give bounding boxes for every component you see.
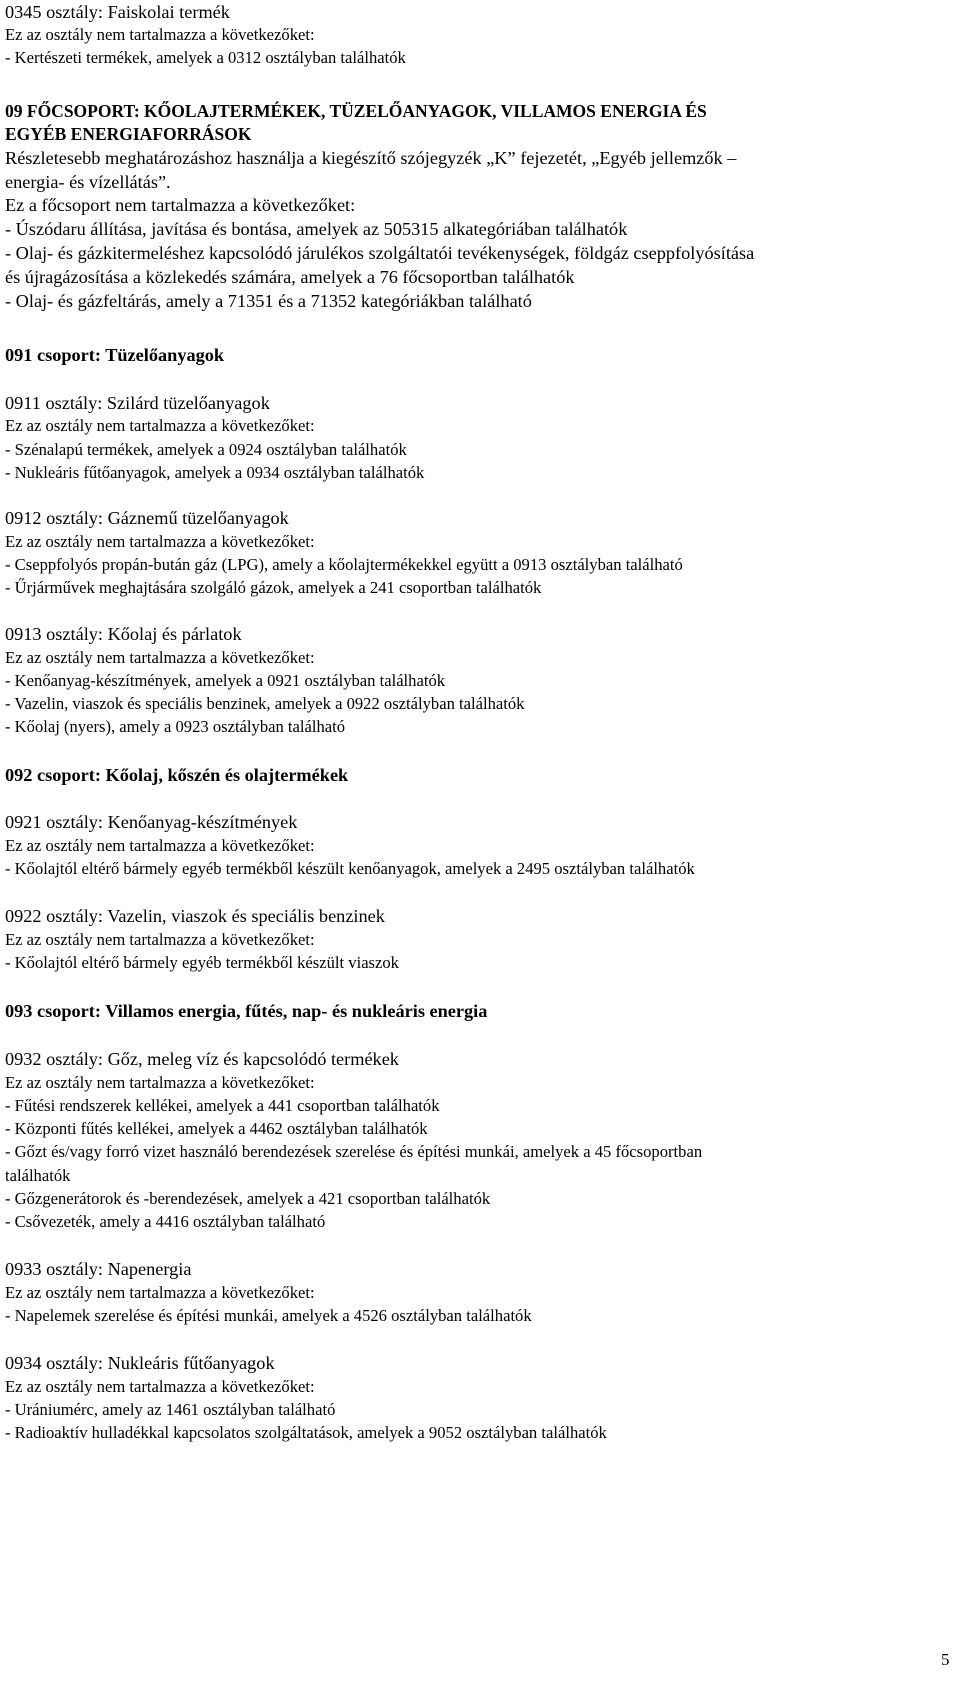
exclusion-item-0934-1: - Urániumérc, amely az 1461 osztályban található	[5, 1400, 336, 1419]
class-title-0921: 0921 osztály: Kenőanyag-készítmények	[5, 812, 298, 832]
exclusion-item-0912-1: - Cseppfolyós propán-bután gáz (LPG), amely a kőolajtermékekkel együtt a 0913 osztályban található	[5, 555, 683, 574]
exclusion-item-0345-1: - Kertészeti termékek, amelyek a 0312 osztályban találhatók	[5, 48, 406, 67]
class-excludes-note-0922: Ez az osztály nem tartalmazza a következőket:	[5, 930, 315, 949]
class-title-0933: 0933 osztály: Napenergia	[5, 1259, 192, 1279]
class-title-0912: 0912 osztály: Gáznemű tüzelőanyagok	[5, 508, 289, 528]
group-title-091: 091 csoport: Tüzelőanyagok	[5, 345, 225, 365]
exclusion-item-0912-2: - Űrjárművek meghajtására szolgáló gázok, amelyek a 241 csoportban találhatók	[5, 578, 542, 597]
exclusion-item-0932-5: - Csővezeték, amely a 4416 osztályban található	[5, 1212, 326, 1231]
class-title-0934: 0934 osztály: Nukleáris fűtőanyagok	[5, 1353, 275, 1373]
class-excludes-note-0912: Ez az osztály nem tartalmazza a következőket:	[5, 532, 315, 551]
exclusion-item-0932-3-line-1: - Gőzt és/vagy forró vizet használó berendezések szerelése és építési munkái, amelyek a 45 főcsoportban	[5, 1142, 703, 1161]
class-excludes-note-0932: Ez az osztály nem tartalmazza a következőket:	[5, 1073, 315, 1092]
class-title-0922: 0922 osztály: Vazelin, viaszok és speciális benzinek	[5, 906, 385, 926]
main-group-exclusion-item-2-line-2: és újragázosítása a közlekedés számára, amelyek a 76 főcsoportban találhatók	[5, 267, 575, 287]
class-excludes-note-0345: Ez az osztály nem tartalmazza a következőket:	[5, 25, 315, 44]
class-title-0913: 0913 osztály: Kőolaj és párlatok	[5, 624, 242, 644]
main-group-note-line-1: Részletesebb meghatározáshoz használja a kiegészítő szójegyzék „K” fejezetét, „Egyéb jellemzők –	[5, 148, 737, 168]
main-group-title-line-1: 09 FŐCSOPORT: KŐOLAJTERMÉKEK, TÜZELŐANYAGOK, VILLAMOS ENERGIA ÉS	[5, 101, 707, 121]
exclusion-item-0913-1: - Kenőanyag-készítmények, amelyek a 0921 osztályban találhatók	[5, 671, 446, 690]
main-group-excludes-note: Ez a főcsoport nem tartalmazza a következőket:	[5, 195, 356, 215]
class-title-0911: 0911 osztály: Szilárd tüzelőanyagok	[5, 393, 270, 413]
main-group-exclusion-item-2-line-1: - Olaj- és gázkitermeléshez kapcsolódó járulékos szolgáltatói tevékenységek, földgáz cseppfolyósítása	[5, 243, 755, 263]
class-excludes-note-0913: Ez az osztály nem tartalmazza a következőket:	[5, 648, 315, 667]
exclusion-item-0933-1: - Napelemek szerelése és építési munkái, amelyek a 4526 osztályban találhatók	[5, 1306, 532, 1325]
main-group-note-line-2: energia- és vízellátás”.	[5, 172, 171, 192]
exclusion-item-0932-4: - Gőzgenerátorok és -berendezések, amelyek a 421 csoportban találhatók	[5, 1189, 491, 1208]
class-title-0345: 0345 osztály: Faiskolai termék	[5, 2, 230, 22]
class-excludes-note-0921: Ez az osztály nem tartalmazza a következőket:	[5, 836, 315, 855]
group-title-093: 093 csoport: Villamos energia, fűtés, nap- és nukleáris energia	[5, 1001, 488, 1021]
exclusion-item-0932-2: - Központi fűtés kellékei, amelyek a 4462 osztályban találhatók	[5, 1119, 428, 1138]
class-excludes-note-0911: Ez az osztály nem tartalmazza a következőket:	[5, 416, 315, 435]
class-excludes-note-0934: Ez az osztály nem tartalmazza a következőket:	[5, 1377, 315, 1396]
exclusion-item-0932-1: - Fűtési rendszerek kellékei, amelyek a 441 csoportban találhatók	[5, 1096, 440, 1115]
class-title-0932: 0932 osztály: Gőz, meleg víz és kapcsolódó termékek	[5, 1049, 399, 1069]
class-excludes-note-0933: Ez az osztály nem tartalmazza a következőket:	[5, 1283, 315, 1302]
exclusion-item-0913-3: - Kőolaj (nyers), amely a 0923 osztályban található	[5, 717, 346, 736]
exclusion-item-0922-1: - Kőolajtól eltérő bármely egyéb termékből készült viaszok	[5, 953, 399, 972]
exclusion-item-0913-2: - Vazelin, viaszok és speciális benzinek, amelyek a 0922 osztályban találhatók	[5, 694, 525, 713]
exclusion-item-0934-2: - Radioaktív hulladékkal kapcsolatos szolgáltatások, amelyek a 9052 osztályban találhatók	[5, 1423, 607, 1442]
main-group-exclusion-item-3: - Olaj- és gázfeltárás, amely a 71351 és a 71352 kategóriákban található	[5, 291, 532, 311]
main-group-title-line-2: EGYÉB ENERGIAFORRÁSOK	[5, 124, 252, 144]
exclusion-item-0921-1: - Kőolajtól eltérő bármely egyéb termékből készült kenőanyagok, amelyek a 2495 osztályban találhatók	[5, 859, 695, 878]
group-title-092: 092 csoport: Kőolaj, kőszén és olajtermékek	[5, 765, 349, 785]
main-group-exclusion-item-1: - Úszódaru állítása, javítása és bontása, amelyek az 505315 alkategóriában találhatók	[5, 219, 628, 239]
exclusion-item-0911-2: - Nukleáris fűtőanyagok, amelyek a 0934 osztályban találhatók	[5, 463, 425, 482]
exclusion-item-0932-3-line-2: találhatók	[5, 1166, 71, 1185]
page-number: 5	[941, 1650, 950, 1669]
exclusion-item-0911-1: - Szénalapú termékek, amelyek a 0924 osztályban találhatók	[5, 440, 407, 459]
